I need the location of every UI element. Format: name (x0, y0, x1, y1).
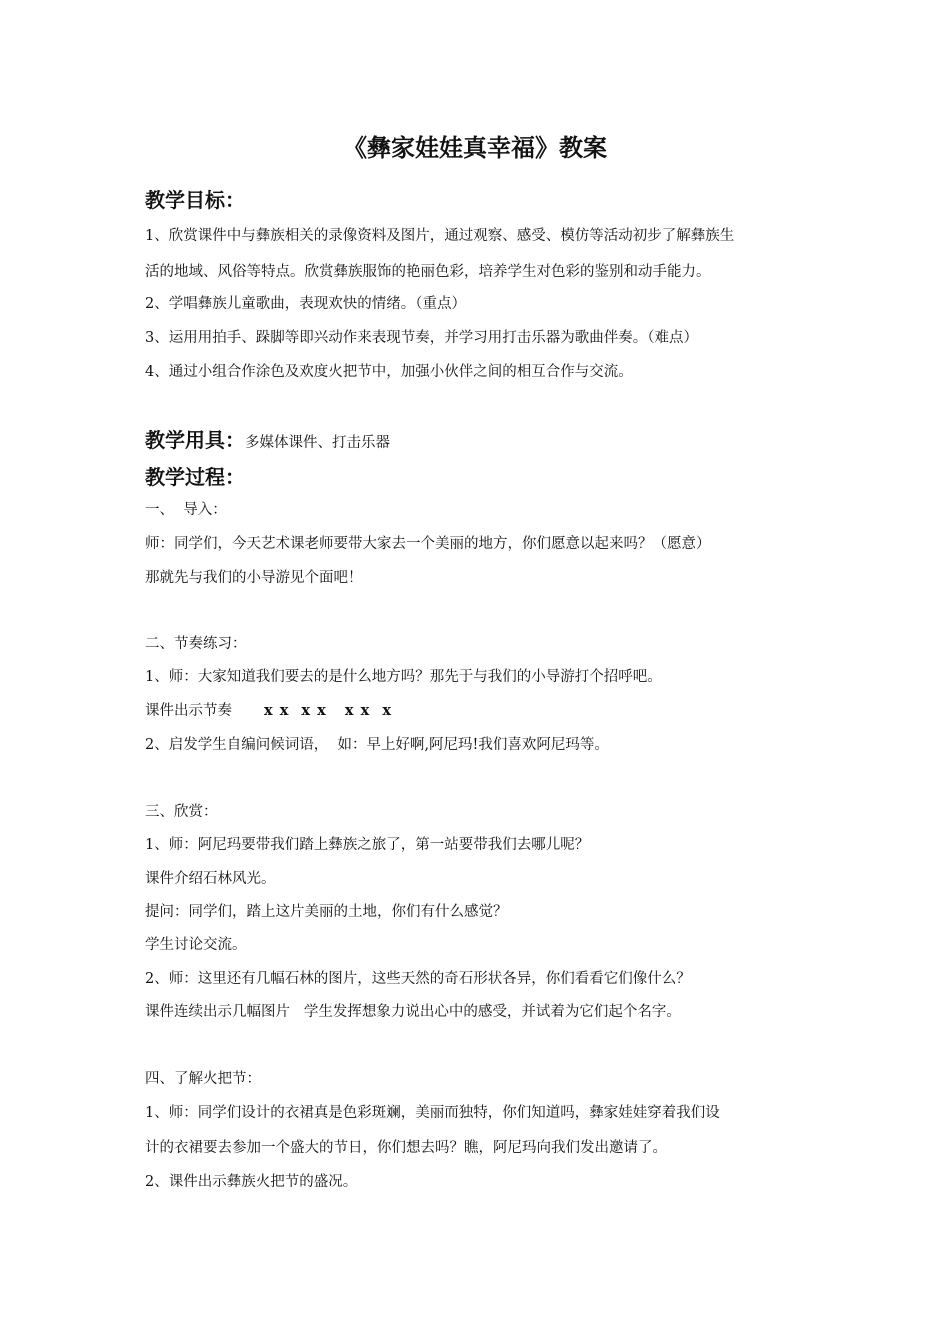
festival-line-1: 1、师：同学们设计的衣裙真是色彩斑斓，美丽而独特，你们知道吗，彝家娃娃穿着我们设 (145, 1105, 720, 1121)
rhythm-line-3: 2、启发学生自编问候词语， 如：早上好啊,阿尼玛!我们喜欢阿尼玛等。 (145, 737, 609, 753)
appreciate-line-2: 课件介绍石林风光。 (145, 871, 276, 887)
document-title: 《彝家娃娃真幸福》教案 (343, 134, 607, 162)
rhythm-title: 二、节奏练习： (145, 636, 247, 652)
festival-line-2: 计的衣裙要去参加一个盛大的节日，你们想去吗？瞧，阿尼玛向我们发出邀请了。 (145, 1140, 667, 1156)
goals-heading: 教学目标： (145, 188, 245, 212)
intro-line-2: 那就先与我们的小导游见个面吧！ (145, 570, 363, 586)
appreciate-title: 三、欣赏： (145, 804, 218, 820)
rhythm-label: 课件出示节奏 (145, 703, 232, 719)
tools-heading: 教学用具： (145, 428, 245, 452)
tools-section (145, 426, 390, 457)
intro-title: 一、 导入： (145, 502, 227, 518)
process-heading: 教学过程： (145, 465, 245, 489)
rhythm-line-2 (145, 700, 815, 722)
appreciate-line-1: 1、师：阿尼玛要带我们踏上彝族之旅了，第一站要带我们去哪儿呢？ (145, 837, 590, 853)
appreciate-line-3: 提问：同学们，踏上这片美丽的土地，你们有什么感觉？ (145, 904, 508, 920)
goals-line-3: 2、学唱彝族儿童歌曲，表现欢快的情绪。（重点） (145, 296, 466, 312)
tools-text: 多媒体课件、打击乐器 (245, 435, 390, 451)
appreciate-line-6: 课件连续出示几幅图片 学生发挥想象力说出心中的感受，并试着为它们起个名字。 (145, 1004, 681, 1020)
festival-title: 四、了解火把节： (145, 1071, 261, 1087)
rhythm-pattern: x x x x x x x (264, 702, 392, 719)
goals-line-4: 3、运用用拍手、跺脚等即兴动作来表现节奏，并学习用打击乐器为歌曲伴奏。（难点） (145, 330, 698, 346)
appreciate-line-4: 学生讨论交流。 (145, 937, 247, 953)
goals-line-2: 活的地域、风俗等特点。欣赏彝族服饰的艳丽色彩，培养学生对色彩的鉴别和动手能力。 (145, 264, 711, 280)
appreciate-line-5: 2、师：这里还有几幅石林的图片，这些天然的奇石形状各异，你们看看它们像什么？ (145, 971, 691, 987)
intro-line-1: 师：同学们，今天艺术课老师要带大家去一个美丽的地方，你们愿意以起来吗？（愿意） (145, 536, 711, 552)
festival-line-3: 2、课件出示彝族火把节的盛况。 (145, 1174, 358, 1190)
goals-line-5: 4、通过小组合作涂色及欢度火把节中，加强小伙伴之间的相互合作与交流。 (145, 364, 633, 380)
rhythm-line-1: 1、师：大家知道我们要去的是什么地方吗？那先于与我们的小导游打个招呼吧。 (145, 669, 662, 685)
goals-line-1: 1、欣赏课件中与彝族相关的录像资料及图片，通过观察、感受、模仿等活动初步了解彝族生 (145, 228, 735, 244)
